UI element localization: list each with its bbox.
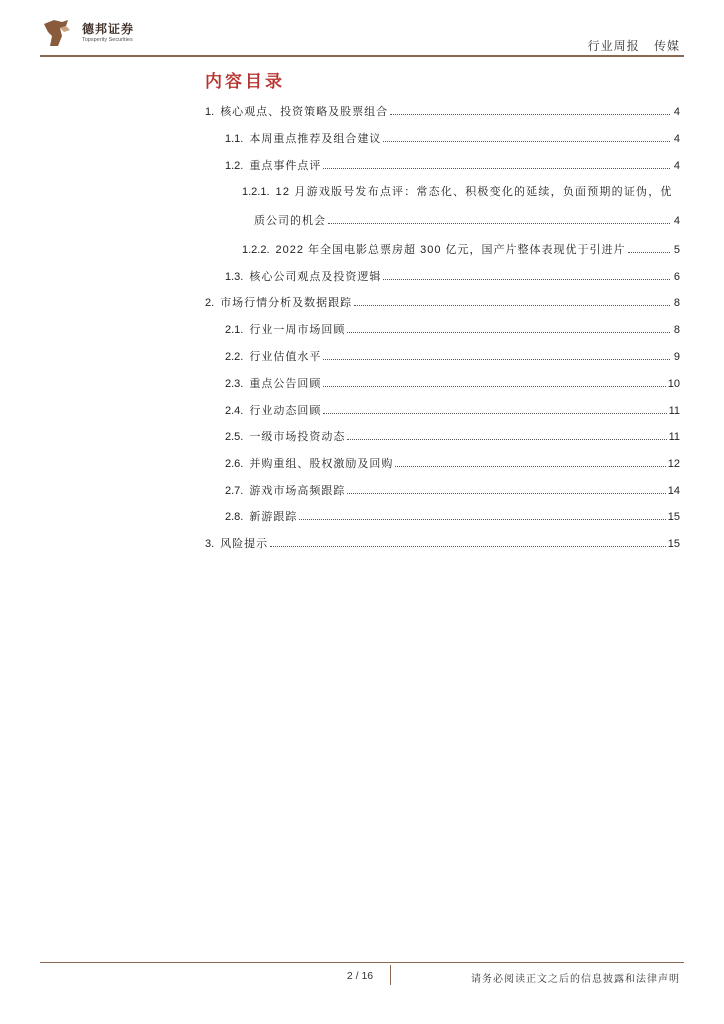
toc-entry-page: 9 xyxy=(673,351,680,363)
disclaimer: 请务必阅读正文之后的信息披露和法律声明 xyxy=(471,974,680,985)
header-divider xyxy=(40,55,684,57)
toc-leader-dots xyxy=(354,305,670,306)
company-logo xyxy=(40,16,140,50)
toc-entry-title: 重点事件点评 xyxy=(249,160,322,172)
header-label xyxy=(578,37,680,54)
toc-leader-dots xyxy=(328,223,670,224)
toc-entry-number: 1.3. xyxy=(225,271,244,283)
toc-entry[interactable] xyxy=(205,105,680,119)
toc-entry[interactable] xyxy=(225,457,680,471)
toc-entry-page: 5 xyxy=(673,244,680,256)
toc-entry-number: 1.2.2. xyxy=(242,244,270,256)
toc-entry[interactable] xyxy=(242,185,680,199)
toc-entry-title: 行业估值水平 xyxy=(249,351,322,363)
toc-entry-number: 2.2. xyxy=(225,351,244,363)
industry-label: 传媒 xyxy=(653,39,680,53)
toc-entry[interactable] xyxy=(225,510,680,524)
toc-entry-page: 14 xyxy=(667,485,680,497)
toc-entry-number: 2.6. xyxy=(225,458,244,470)
toc-entry[interactable] xyxy=(225,404,680,418)
toc-entry[interactable] xyxy=(225,132,680,146)
toc-entry-number: 2.7. xyxy=(225,485,244,497)
toc-entry-page: 15 xyxy=(667,511,680,523)
toc-entry[interactable] xyxy=(225,377,680,391)
company-name-en: Topsperity Securities xyxy=(82,37,133,43)
toc-entry-number: 2.3. xyxy=(225,378,244,390)
company-logo-icon xyxy=(40,16,74,50)
toc-entry[interactable] xyxy=(225,484,680,498)
toc-entry-page: 8 xyxy=(673,324,680,336)
toc-entry-number: 1.1. xyxy=(225,133,244,145)
toc-entry-title: 核心公司观点及投资逻辑 xyxy=(249,271,382,283)
toc-entry-title: 并购重组、股权激励及回购 xyxy=(249,458,394,470)
toc-leader-dots xyxy=(347,439,666,440)
toc-leader-dots xyxy=(383,279,670,280)
toc-entry-number: 2.5. xyxy=(225,431,244,443)
toc-leader-dots xyxy=(390,114,670,115)
footer-separator xyxy=(390,965,391,985)
company-name: 德邦证券 xyxy=(82,22,135,36)
toc-entry-page: 12 xyxy=(667,458,680,470)
toc-entry[interactable] xyxy=(225,159,680,173)
toc-entry-title: 市场行情分析及数据跟踪 xyxy=(220,297,353,309)
toc-entry-page: 10 xyxy=(667,378,680,390)
toc-entry-title: 风险提示 xyxy=(220,538,269,550)
toc-entry-page: 11 xyxy=(668,405,680,417)
toc-entry[interactable] xyxy=(254,214,680,228)
report-type: 行业周报 xyxy=(587,39,640,53)
toc-entry-title: 游戏市场高频跟踪 xyxy=(249,485,346,497)
toc-entry-title: 本周重点推荐及组合建议 xyxy=(249,133,382,145)
toc-leader-dots xyxy=(323,386,665,387)
toc-entry[interactable] xyxy=(225,270,680,284)
toc-entry-title: 质公司的机会 xyxy=(254,215,326,227)
toc-title: 内容目录 xyxy=(205,72,285,91)
toc-entry-page: 4 xyxy=(673,106,680,118)
toc-entry-number: 2.8. xyxy=(225,511,244,523)
toc-entry-title: 2022 年全国电影总票房超 300 亿元，国产片整体表现优于引进片 xyxy=(275,244,626,256)
toc-entry-page: 15 xyxy=(667,538,680,550)
toc-leader-dots xyxy=(323,359,670,360)
toc-entry-title: 行业动态回顾 xyxy=(249,405,322,417)
toc-entry-title: 核心观点、投资策略及股票组合 xyxy=(220,106,389,118)
toc-entry-number: 2.4. xyxy=(225,405,244,417)
toc-leader-dots xyxy=(323,168,670,169)
footer-divider xyxy=(40,962,684,963)
toc-entry-number: 1. xyxy=(205,106,215,118)
toc-entry-title: 行业一周市场回顾 xyxy=(249,324,346,336)
toc-entry-number: 2.1. xyxy=(225,324,244,336)
toc-leader-dots xyxy=(323,413,666,414)
toc-leader-dots xyxy=(299,519,665,520)
toc-leader-dots xyxy=(395,466,665,467)
page-number: 2 / 16 xyxy=(346,970,374,982)
toc-entry-title: 重点公告回顾 xyxy=(249,378,322,390)
toc-entry-number: 3. xyxy=(205,538,215,550)
toc-entry-page: 4 xyxy=(673,160,680,172)
toc-leader-dots xyxy=(270,546,666,547)
toc-entry-page: 4 xyxy=(673,215,680,227)
toc-entry-page: 8 xyxy=(673,297,680,309)
toc-leader-dots xyxy=(347,332,670,333)
toc-entry-page: 4 xyxy=(673,133,680,145)
toc-entry-title: 12 月游戏版号发布点评：常态化、积极变化的延续，负面预期的证伪，优 xyxy=(275,186,673,198)
toc-entry-number: 2. xyxy=(205,297,215,309)
toc-entry[interactable] xyxy=(225,350,680,364)
toc-entry-number: 1.2.1. xyxy=(242,186,270,198)
toc-entry-title: 一级市场投资动态 xyxy=(249,431,346,443)
toc-entry[interactable] xyxy=(242,243,680,257)
toc-entry[interactable] xyxy=(205,296,680,310)
toc-entry[interactable] xyxy=(205,537,680,551)
toc-entry[interactable] xyxy=(225,430,680,444)
toc-leader-dots xyxy=(383,141,670,142)
toc-entry-title: 新游跟踪 xyxy=(249,511,298,523)
toc-entry-number: 1.2. xyxy=(225,160,244,172)
toc-entry-page: 6 xyxy=(673,271,680,283)
toc-leader-dots xyxy=(628,252,670,253)
toc-entry[interactable] xyxy=(225,323,680,337)
toc-leader-dots xyxy=(347,493,665,494)
toc-entry-page: 11 xyxy=(668,431,680,443)
